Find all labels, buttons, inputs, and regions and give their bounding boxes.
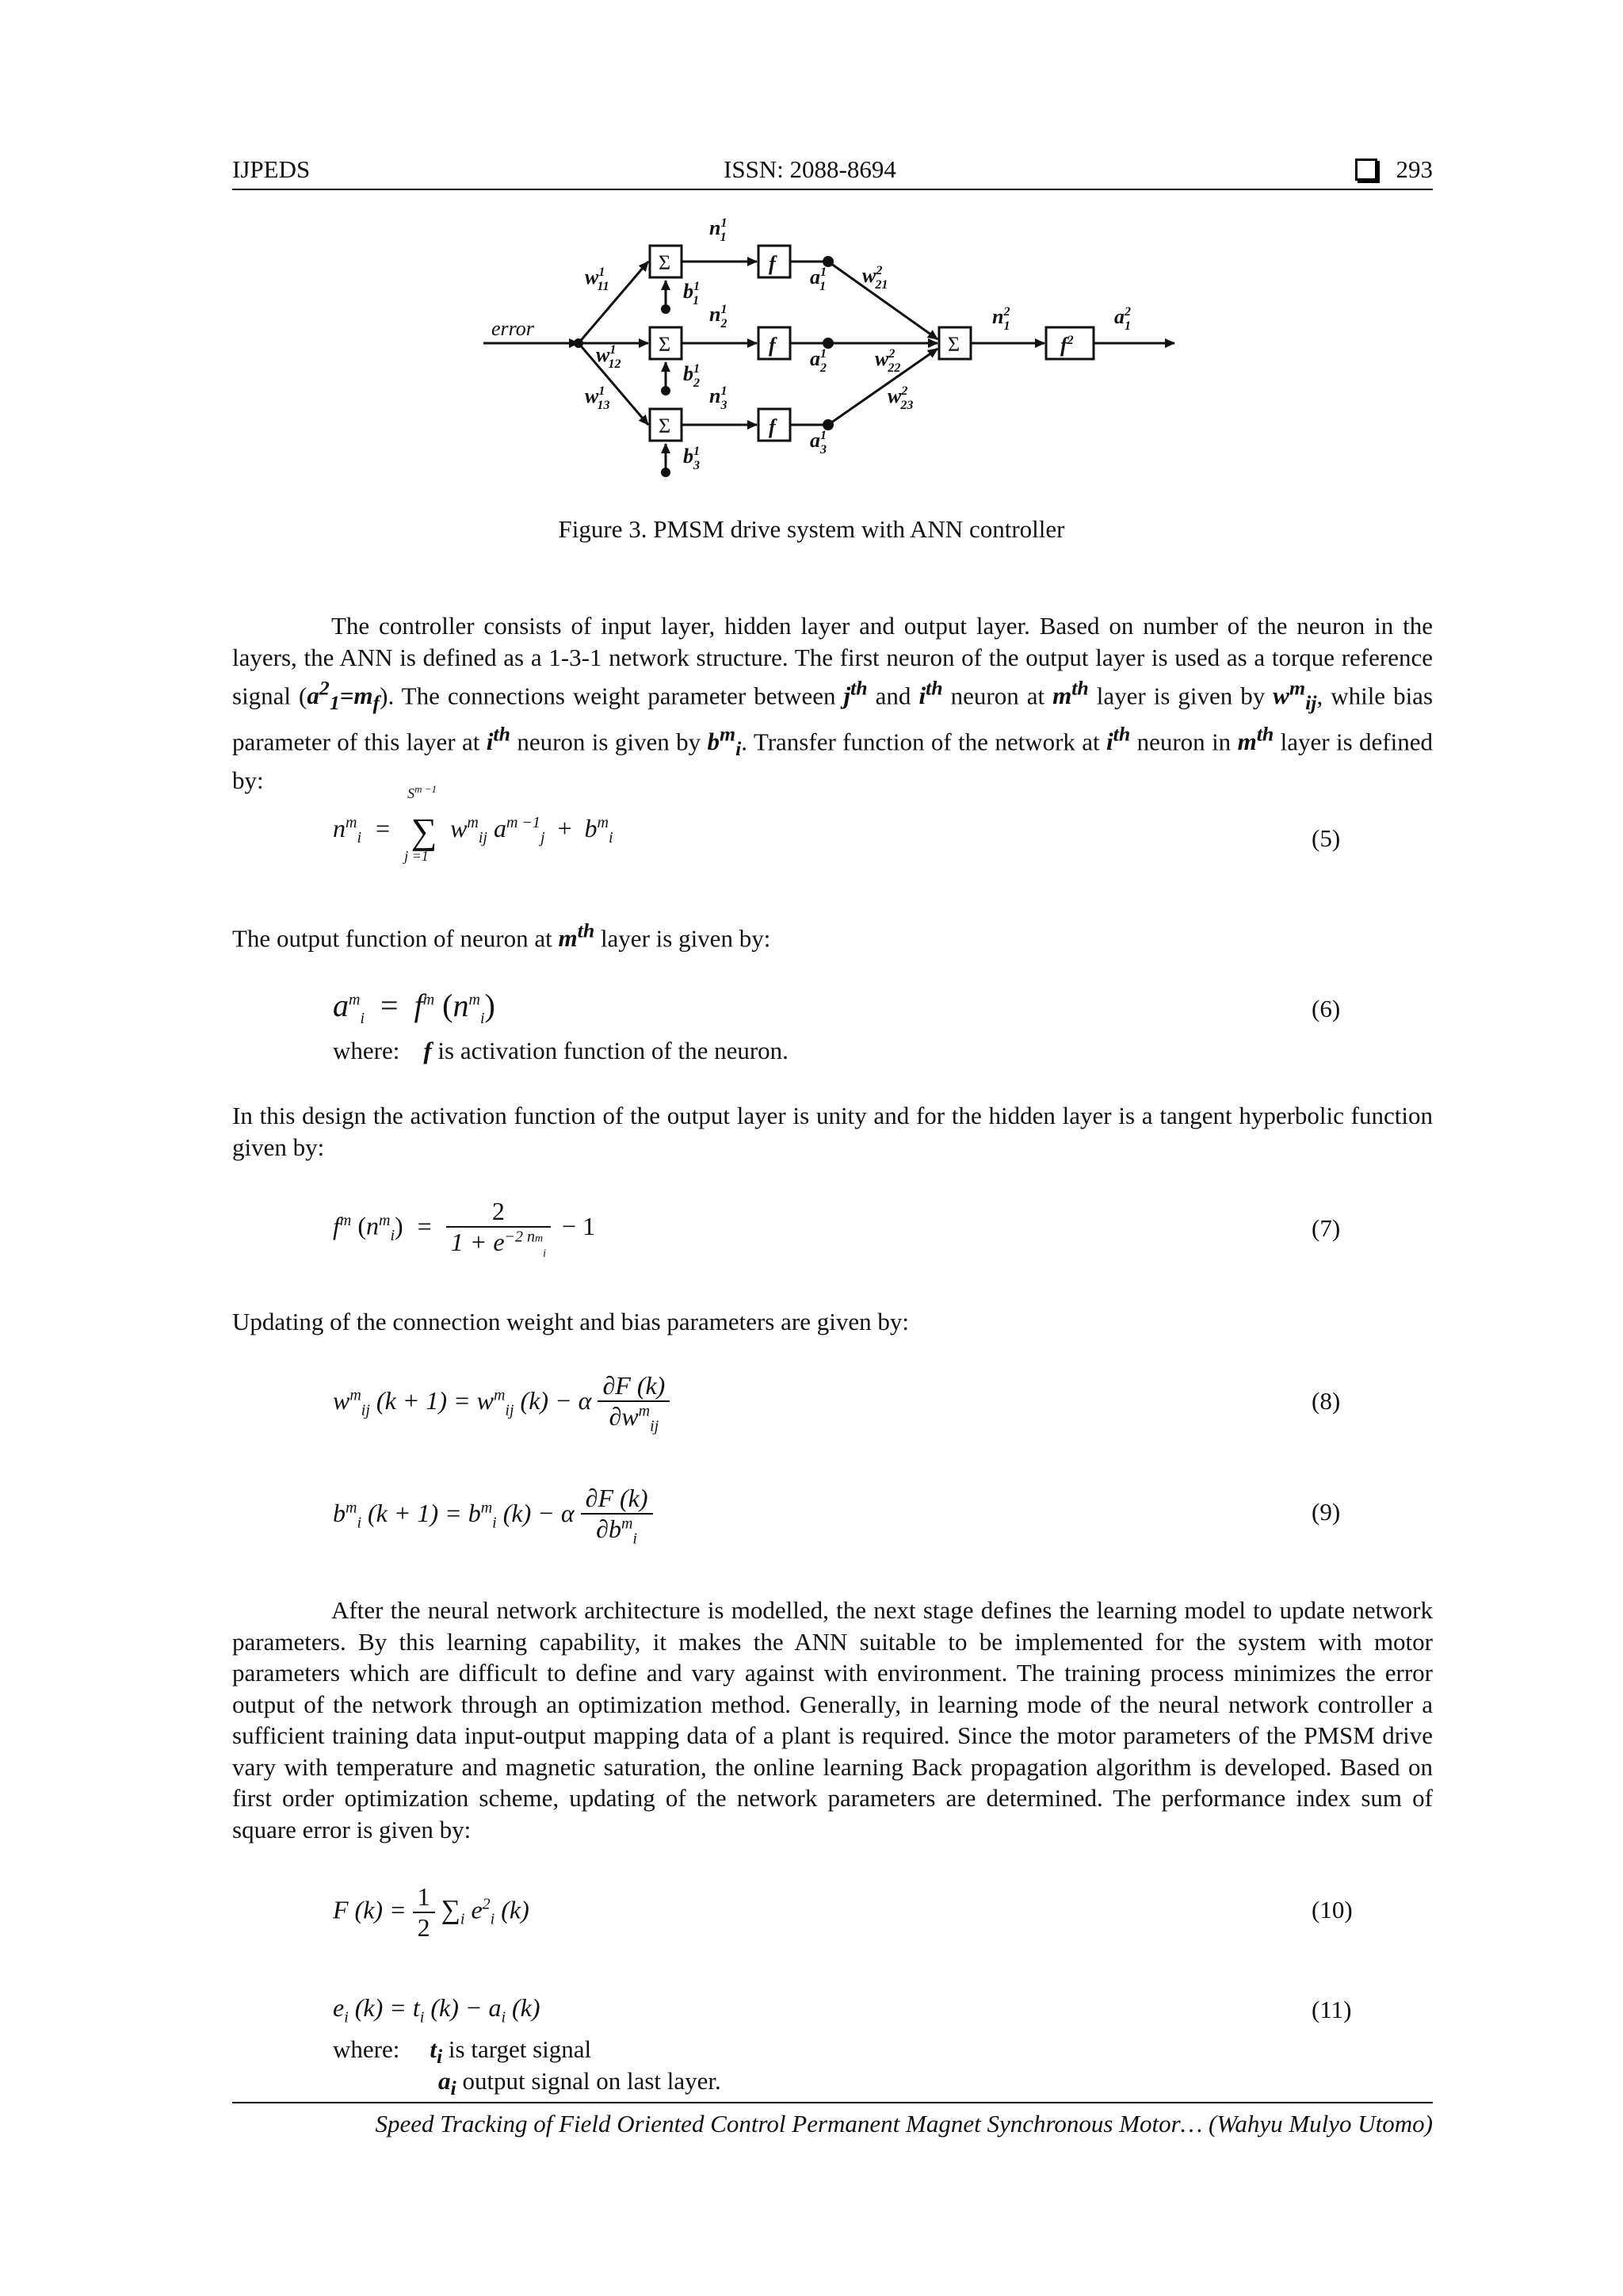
equation-number-6: (6) [1312,995,1341,1022]
page-number: 293 [1396,155,1433,183]
equation-7: $f^m$ $(n^m_i)$ = $\frac{2}{1 + e^{-2 nm}_i}$ − 1 [333,1197,596,1260]
weight-w21: $w^2$ 21 [862,264,888,292]
activation-f2: $f^2$ [1060,334,1074,357]
activation-f-3: f [769,415,776,438]
equation-number-9: (9) [1312,1498,1341,1526]
paragraph-updating: Updating of the connection weight and bias parameters are given by: [232,1308,909,1335]
equation-number-11: (11) [1312,1996,1352,2023]
page-header [232,152,1433,190]
output-a3: $a^1$ 3 [810,429,827,457]
page-footer: Speed Tracking of Field Oriented Control Permanent Magnet Synchronous Motor… (Wahyu Mulyo Utomo) [232,2102,1433,2138]
paragraph-controller: The controller consists of input layer, hidden layer and output layer. Based on number of the neuron in the layers, the ANN is defined as a 1-3-1 network structure. The first neuron of the output layer is used as a torque reference signal $(a^2_1=m_f)$. The connections weight parameter between $j^{th}$ and $i^{th}$ neuron at $m^{th}$ layer is given by $w^m_{ij}$, while bias parameter of this layer at $i^{th}$ neuron is given by $b^m_i$. Transfer function of the network at $i^{th}$ neuron in $m^{th}$ layer is defined by: [232,612,1434,795]
equation-9: $b^m_i$ $(k + 1) = b^m_i$ (k) − α $\frac{\partial F (k)}{\partial b^m_i}$ [333,1484,653,1548]
where-activation: where: f is activation function of the neuron. [333,1037,789,1064]
output-a1: $a^1$ 1 [810,266,827,293]
bias-b2: $b^1$ 2 [683,362,700,390]
output-a2: $a^1$ 2 [810,347,827,375]
where-target: where: $t_i$ is target signal [333,2035,592,2069]
sum-node-1: Σ [659,251,671,274]
net-n1-layer2: $n^2$ 1 [992,305,1010,333]
journal-name: IJPEDS [232,155,311,183]
weight-w13: $w^1$ 13 [585,384,610,412]
net-n3: $n^1$ 3 [709,384,727,412]
where-output: $a_i$ output signal on last layer. [438,2067,721,2100]
weight-w11: $w^1$ 11 [585,266,609,293]
sum-node-3: Σ [659,415,671,437]
equation-number-5: (5) [1312,824,1341,852]
net-n2: $n^1$ 2 [709,303,727,330]
figure-caption: Figure 3. PMSM drive system with ANN controller [558,515,1065,543]
activation-f-1: f [769,252,776,275]
equation-5: $n^m_i$ = $S^{m -1}$ ∑ j =1 $w^m_{ij}$ $a^{m -1}_j + b^m_i$ [333,783,613,864]
paragraph-activation: In this design the activation function of the output layer is unity and for the hidden layer is a tangent hyperbolic function given by: [232,1102,1433,1161]
output-a1-layer2: $a^2$ 1 [1114,305,1131,333]
equation-number-8: (8) [1312,1387,1341,1415]
issn: ISSN: 2088-8694 [724,155,896,183]
error-label: error [491,317,534,340]
equation-11: $e_i$ $(k) = t_i$ $(k) - a_i$ (k) [333,1993,540,2027]
activation-f-2: f [769,334,776,357]
bias-b3: $b^1$ 3 [683,445,700,472]
weight-w23: $w^2$ 23 [888,384,914,412]
paragraph-output-function: The output function of neuron at $m^{th}$ layer is given by: [232,919,771,953]
weight-w22: $w^2$ 22 [875,347,901,375]
equation-number-10: (10) [1312,1896,1353,1924]
net-n1: $n^1$ 1 [709,216,727,244]
paragraph-learning: After the neural network architecture is modelled, the next stage defines the learning model to update network parameters. By this learning capability, it makes the ANN suitable to be implemented for the system with motor parameters which are difficult to define and vary against with environment. The training process minimizes the error output of the network through an optimization method. Generally, in learning mode of the neural network controller a sufficient training data input-output mapping data of a plant is required. Since the motor parameters of the PMSM drive vary with temperature and magnetic saturation, the online learning Back propagation algorithm is developed. Based on first order optimization scheme, updating of the network parameters are determined. The performance index sum of square error is given by: [232,1596,1433,1843]
equation-10: F (k) = $\frac{1}{2}$ $\sum_i$ $e^2_i$ (k) [333,1882,529,1942]
equation-6: $a^m_i = f^m$ $(n^m_i)$ [333,988,495,1027]
square-bullet-icon [1355,159,1377,181]
weight-w12: $w^1$ 12 [596,343,621,371]
bias-b1: $b^1$ 1 [683,280,700,308]
ann-network-diagram [483,212,1181,498]
sum-node-2: Σ [659,333,671,356]
sum-node-out: Σ [948,333,960,356]
equation-number-7: (7) [1312,1214,1341,1242]
equation-8: $w^m_{ij}$ $(k + 1) = w^m_{ij}$ (k) − α $\frac{\partial F (k)}{\partial w^m_{ij}}$ [333,1371,670,1435]
